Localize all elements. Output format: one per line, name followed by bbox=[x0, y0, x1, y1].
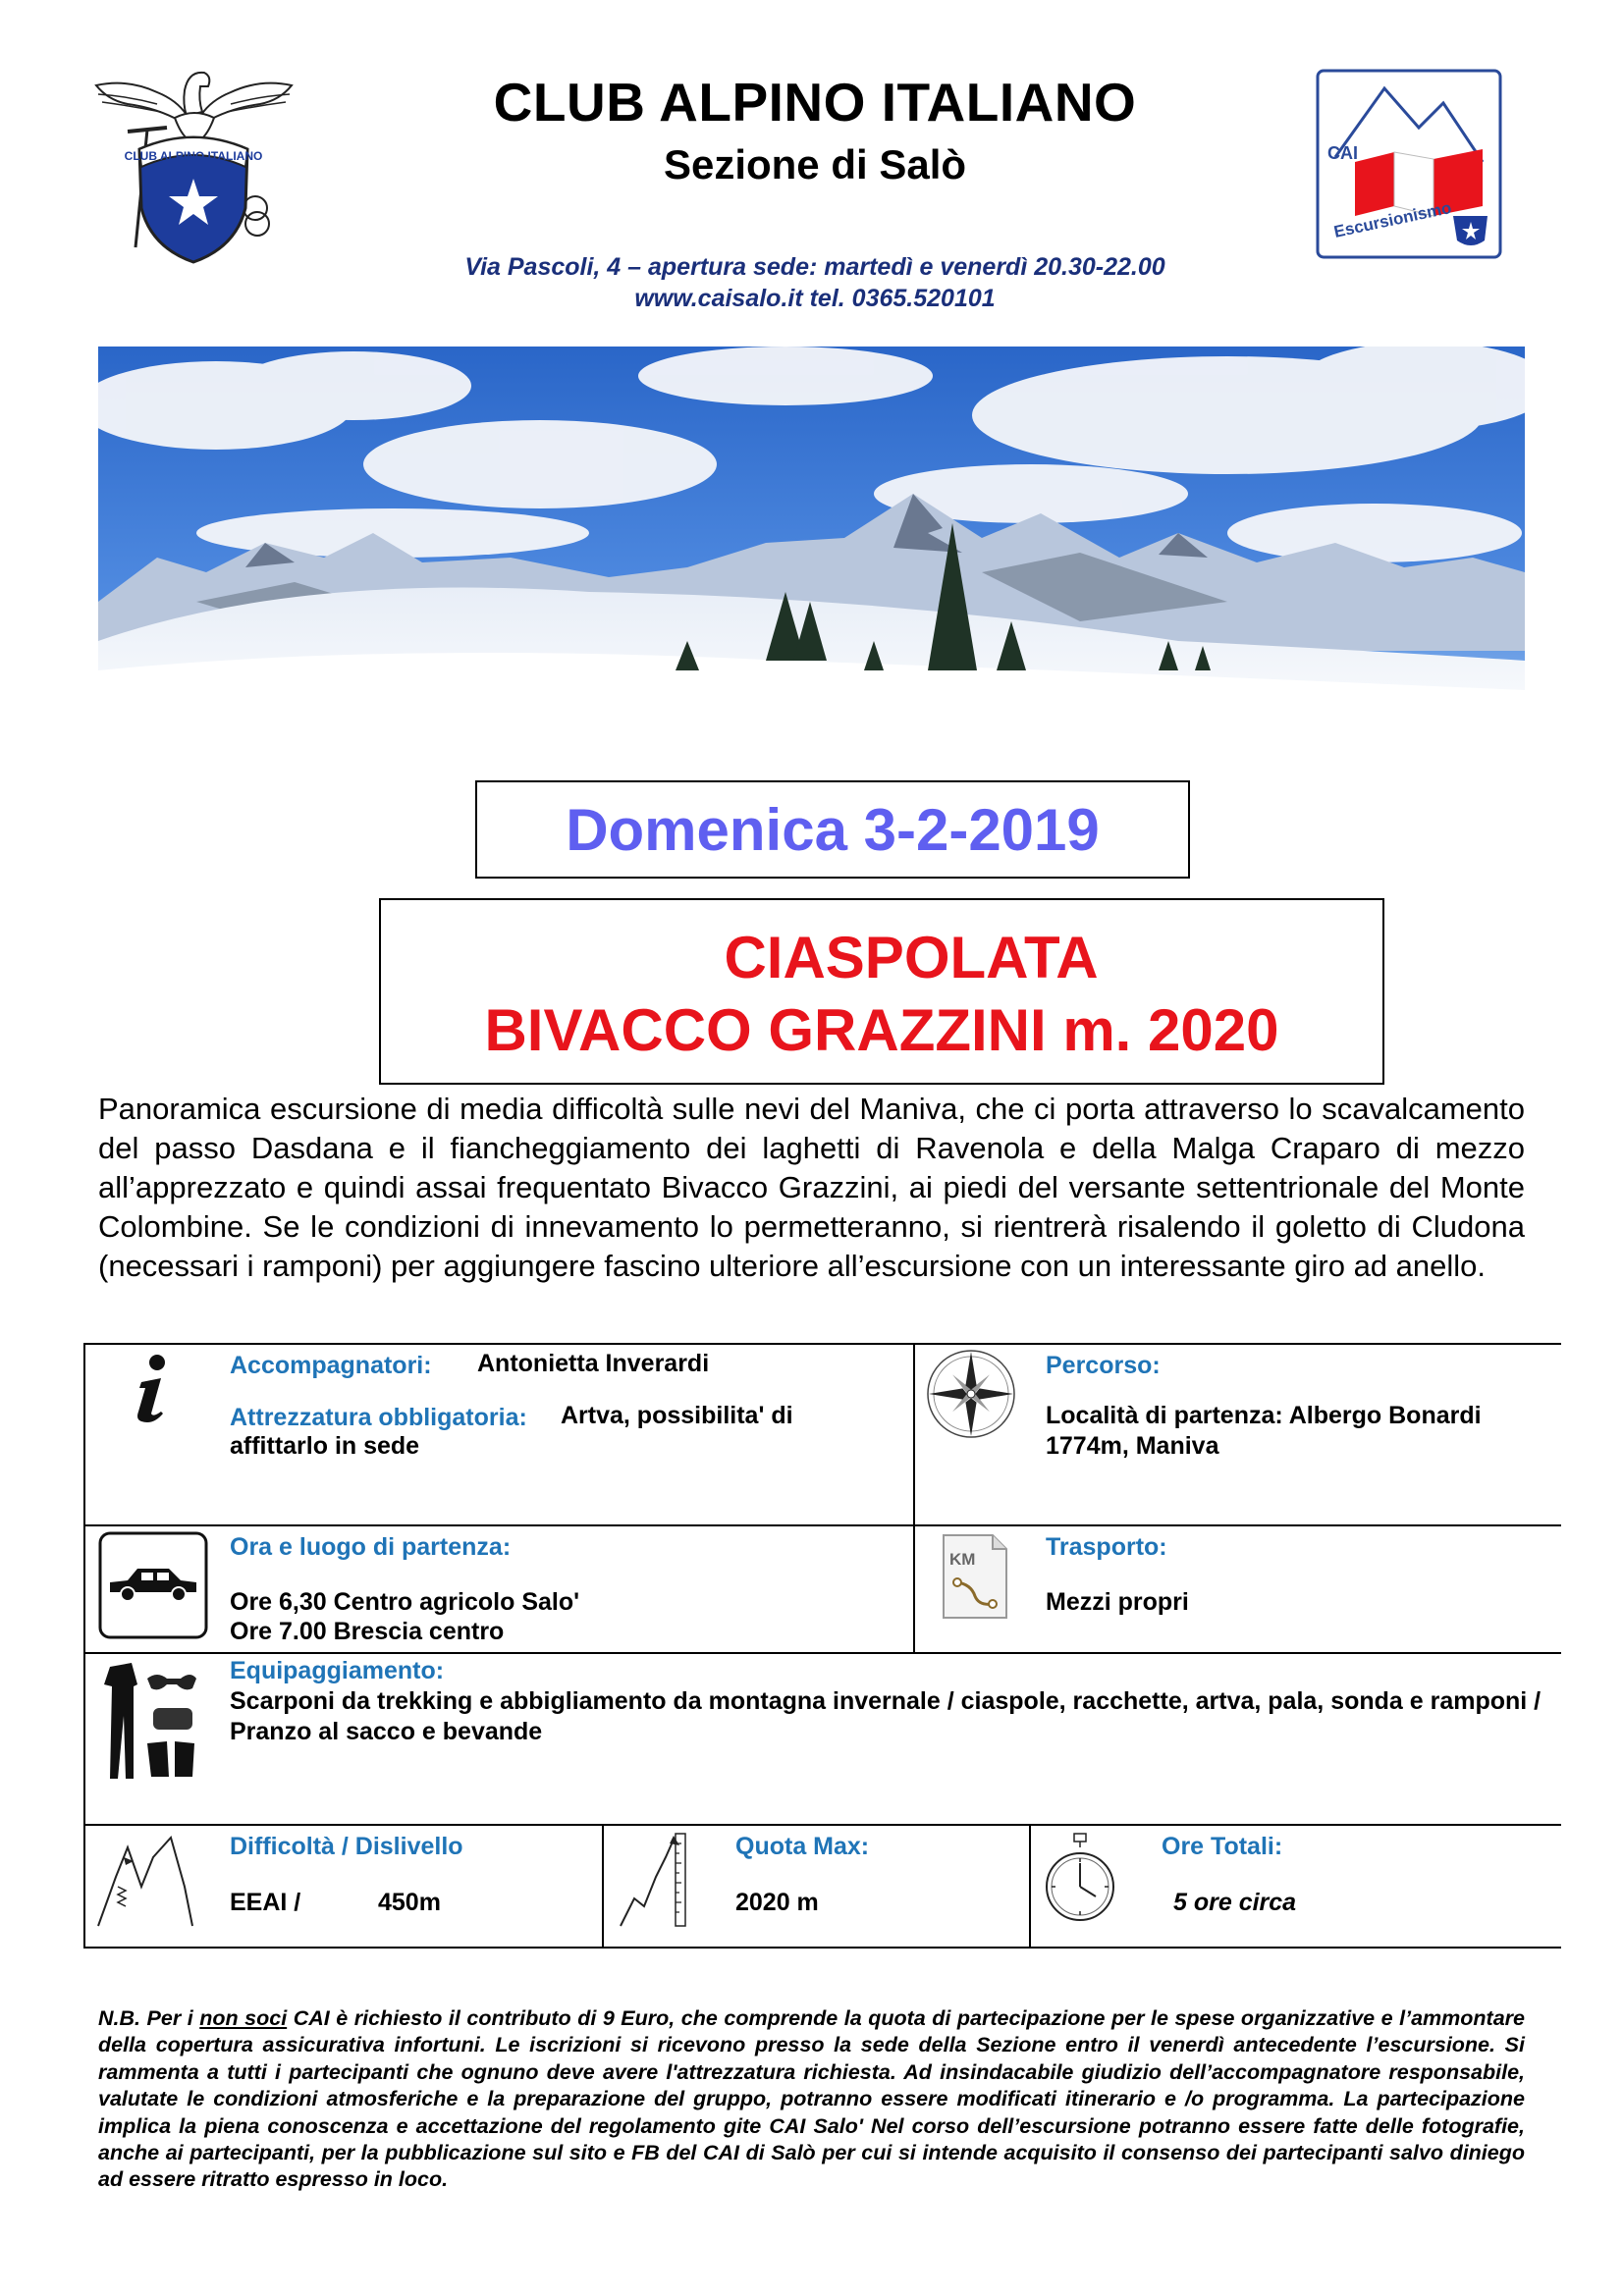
table-divider bbox=[83, 1343, 1561, 1345]
difficolta-label: Difficoltà / Dislivello bbox=[230, 1833, 463, 1860]
difficolta-grade: EEAI / bbox=[230, 1889, 301, 1916]
table-divider bbox=[1029, 1824, 1031, 1948]
altitude-chart-icon bbox=[617, 1828, 695, 1936]
attrezzatura-label: Attrezzatura obbligatoria: bbox=[230, 1404, 527, 1431]
address-hours: Via Pascoli, 4 – apertura sede: martedì e venerdì 20.30-22.00 bbox=[464, 253, 1165, 281]
table-divider bbox=[83, 1343, 85, 1948]
event-date-box bbox=[475, 780, 1190, 879]
nb-text: CAI è richiesto il contributo di 9 Euro, che comprende la quota di partecipazione per le spese organizzative e l’ammontare della copertura assicurativa infortuni. Le iscrizioni si ricevono presso la sede della Sezione entro il venerdì antecedente l’escursione. Si rammenta a tutti i partecipanti che ognuno deve avere l'attrezzatura richiesta. Ad insindacabile giudizio dell’accompagnatore responsabile, valutate le condizioni atmosferiche e la preparazione del gruppo, potranno essere modificati itinerario e /o programma. La partecipazione implica la piena conoscenza e accettazione del regolamento gite CAI Salo' Nel corso dell’escursione potranno essere fatte delle fotografie, anche ai partecipanti, per la pubblicazione sul sito e FB del CAI di Salò per cui si intende acquisito il consenso dei partecipanti salvo diniego ad essere ritratto espresso in loco. bbox=[98, 2006, 1525, 2192]
snowy-panorama-photo bbox=[98, 347, 1525, 759]
quota-max-value: 2020 m bbox=[735, 1889, 819, 1916]
event-title-line1: CIASPOLATA bbox=[724, 925, 1099, 990]
km-map-icon bbox=[940, 1531, 1010, 1627]
event-date: Domenica 3-2-2019 bbox=[566, 796, 1100, 863]
section-subtitle: Sezione di Salò bbox=[663, 141, 967, 187]
accompagnatori-value: Antonietta Inverardi bbox=[477, 1350, 710, 1377]
club-title: CLUB ALPINO ITALIANO bbox=[493, 72, 1137, 133]
table-divider bbox=[83, 1947, 1561, 1949]
ore-totali-value: 5 ore circa bbox=[1173, 1889, 1297, 1916]
nb-non-soci: non soci bbox=[199, 2006, 288, 2030]
table-divider bbox=[602, 1824, 604, 1948]
event-title-line2: BIVACCO GRAZZINI m. 2020 bbox=[484, 997, 1279, 1063]
table-divider bbox=[913, 1343, 915, 1653]
info-icon bbox=[128, 1353, 177, 1431]
website-phone[interactable]: www.caisalo.it tel. 0365.520101 bbox=[634, 285, 996, 312]
table-divider bbox=[83, 1652, 1561, 1654]
trasporto-label: Trasporto: bbox=[1046, 1533, 1167, 1561]
equipaggiamento-label: Equipaggiamento: bbox=[230, 1657, 445, 1684]
difficolta-dislivello: 450m bbox=[378, 1889, 441, 1916]
km-text: KM bbox=[949, 1550, 976, 1569]
ora-luogo-line1: Ore 6,30 Centro agricolo Salo' bbox=[230, 1588, 580, 1616]
mountain-difficulty-icon bbox=[94, 1828, 197, 1936]
percorso-value: Località di partenza: Albergo Bonardi 1774m, Maniva bbox=[1046, 1402, 1482, 1460]
nota-bene bbox=[98, 2005, 1525, 2194]
winter-gear-icon bbox=[98, 1657, 206, 1791]
attrezzatura-value: Artva, possibilita' di affittarlo in sede bbox=[230, 1402, 793, 1460]
escursionismo-badge bbox=[1316, 69, 1502, 260]
ora-luogo-label: Ora e luogo di partenza: bbox=[230, 1533, 512, 1561]
event-title-box bbox=[379, 898, 1384, 1085]
car-icon bbox=[98, 1531, 208, 1644]
accompagnatori-label: Accompagnatori: bbox=[230, 1352, 432, 1379]
event-description: Panoramica escursione di media difficoltà sulle nevi del Maniva, che ci porta attraverso lo scavalcamento del passo Dasdana e il fiancheggiamento dei laghetti di Ravenola e della Malga Craparo di mezzo all’apprezzato e quindi assai frequentato Bivacco Grazzini, ai piedi del versante settentrionale del Monte Colombine. Se le condizioni di innevamento lo permetteranno, si rientrerà risalendo il goletto di Cludona (necessari i ramponi) per aggiungere fascino ulteriore all’escursione con un interessante giro ad anello. bbox=[98, 1092, 1525, 1283]
percorso-label: Percorso: bbox=[1046, 1352, 1161, 1379]
nb-prefix: N.B. Per i bbox=[98, 2006, 200, 2030]
quota-max-label: Quota Max: bbox=[735, 1833, 870, 1860]
compass-rose-icon bbox=[925, 1348, 1018, 1446]
cai-eagle-logo bbox=[88, 61, 299, 272]
ore-totali-label: Ore Totali: bbox=[1162, 1833, 1283, 1860]
trasporto-value: Mezzi propri bbox=[1046, 1588, 1189, 1616]
stopwatch-icon bbox=[1043, 1832, 1117, 1935]
badge-cai-text: CAI bbox=[1327, 143, 1358, 163]
ora-luogo-line2: Ore 7.00 Brescia centro bbox=[230, 1618, 505, 1645]
logo-lettering: CLUB ALPINO ITALIANO bbox=[124, 149, 263, 163]
table-divider bbox=[83, 1524, 1561, 1526]
table-divider bbox=[83, 1824, 1561, 1826]
badge-escursionismo-text: Escursionismo bbox=[1331, 197, 1454, 241]
equipaggiamento-value: Scarponi da trekking e abbigliamento da montagna invernale / ciaspole, racchette, artva, pala, sonda e ramponi / Pranzo al sacco e bevande bbox=[230, 1687, 1542, 1745]
